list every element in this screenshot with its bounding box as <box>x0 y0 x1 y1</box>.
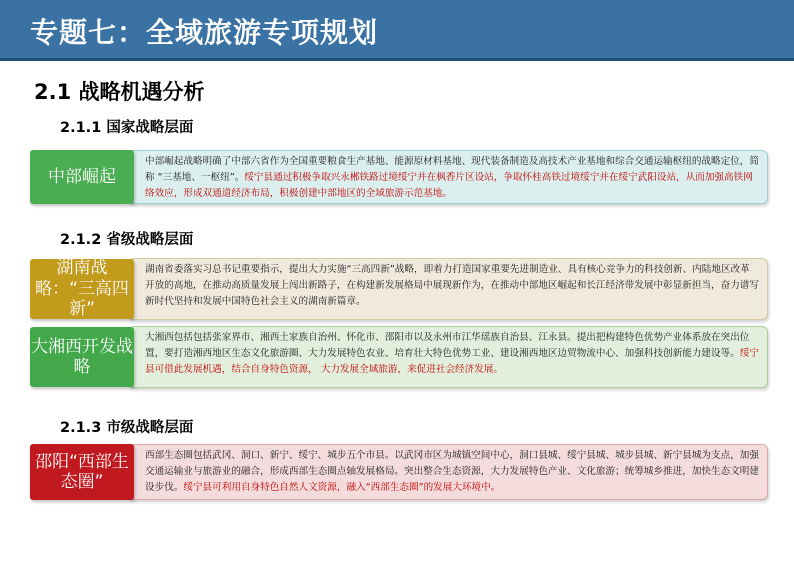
header-bar <box>0 0 794 61</box>
body-text: 大湘西包括包括张家界市、湘西土家族自治州、怀化市、邵阳市以及永州市江华瑶族自治县、江永县。提出把构建特色优势产业体系放在突出位置，要打造湘西地区生态文化旅游圈、大力发展特色农业、培育壮大特色优势工业、建设湘西地区边贸物流中心、加强科技创新能力建设等。 <box>145 332 750 359</box>
subsection-title-national: 2.1.1 国家战略层面 <box>60 120 194 136</box>
body-text: 中部崛起战略明确了中部六省作为全国重要粮食生产基地、能源原材料基地、现代装备制造及高技术产业基地和综合交通运输枢纽的战略定位，简称 “三基地、一枢纽”。 <box>145 156 759 183</box>
highlight-text: 绥宁县可借此发展机遇，结合自身特色资源， 大力发展全域旅游，来促进社会经济发展。 <box>145 348 759 375</box>
section-title: 2.1 战略机遇分析 <box>34 80 205 104</box>
tag-hunan-strategy: 湖南战略：“三高四新” <box>30 259 134 319</box>
row-west-hunan <box>28 326 768 388</box>
text-box-west-hunan <box>128 326 768 388</box>
text-box-central-rise <box>128 150 768 204</box>
row-central-rise <box>28 150 768 204</box>
subsection-title-municipal: 2.1.3 市级战略层面 <box>60 420 194 436</box>
tag-west-hunan: 大湘西开发战略 <box>30 327 134 387</box>
body-text: 湖南省委落实习总书记重要指示，提出大力实施“三高四新”战略，即着力打造国家重要先进制造业、具有核心竞争力的科技创新、内陆地区改革开放的高地，在推动高质量发展上闯出新路子，在构建新发展格局中展现新作为，在推动中部地区崛起和长江经济带发展中彰显新担当，奋力谱写新时代坚持和发展中国特色社会主义的湖南新篇章。 <box>145 264 759 307</box>
row-shaoyang-west <box>28 444 768 500</box>
text-box-shaoyang-west <box>128 444 768 500</box>
highlight-text: 绥宁县通过积极争取兴永郴铁路过境绥宁并在枫香片区设站，争取怀桂高铁过境绥宁并在绥宁武阳设站，从而加强高铁网络效应，形成双通道经济布局，积极创建中部地区的全域旅游示范基地。 <box>145 172 753 199</box>
body-text: 西部生态圈包括武冈、洞口、新宁、绥宁、城步五个市县。以武冈市区为城镇空间中心，洞口县城、绥宁县城、城步县城、新宁县城为支点，加强交通运输业与旅游业的融合，形成西部生态圈点轴发展格局。突出整合生态资源，大力发展特色产业、文化旅游；统筹城乡推进，加快生态文明建设步伐。 <box>145 450 759 493</box>
row-hunan-strategy <box>28 258 768 320</box>
subsection-title-provincial: 2.1.2 省级战略层面 <box>60 232 194 248</box>
tag-shaoyang-west: 邵阳“西部生态圈” <box>30 444 134 500</box>
page-title: 专题七：全域旅游专项规划 <box>30 16 379 49</box>
tag-central-rise: 中部崛起 <box>30 150 134 204</box>
text-box-hunan-strategy <box>128 258 768 320</box>
highlight-text: 绥宁县可利用自身特色自然人文资源，融入“西部生态圈”的发展大环境中。 <box>183 482 501 493</box>
